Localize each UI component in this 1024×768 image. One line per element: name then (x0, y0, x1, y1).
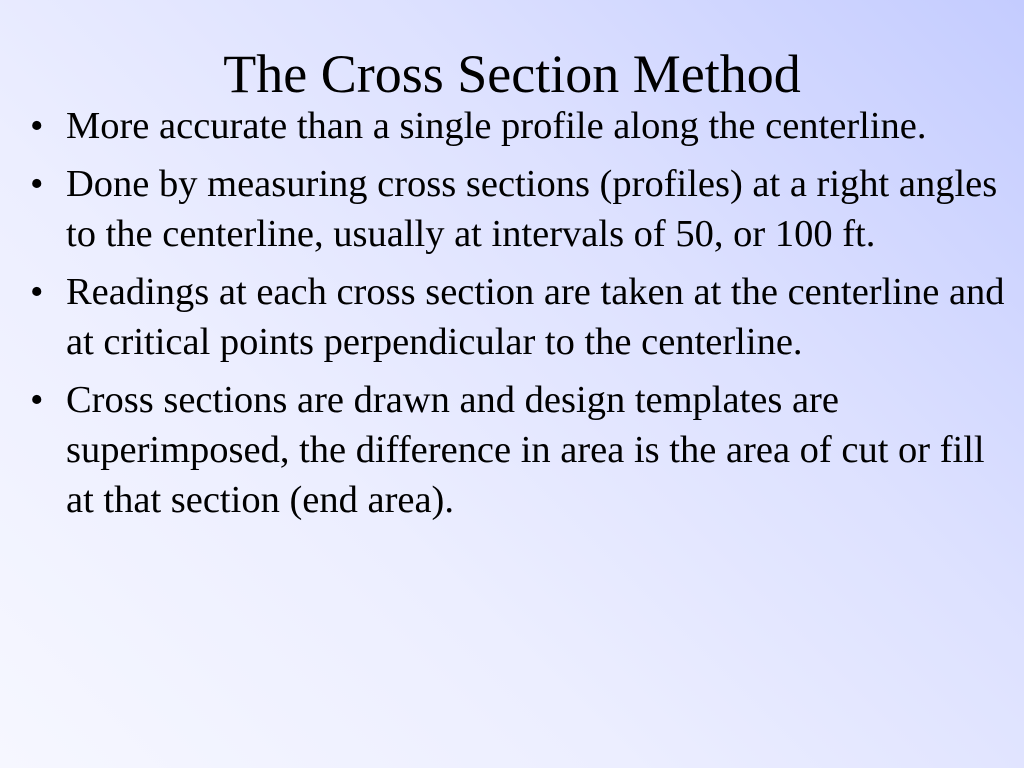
bullet-list (30, 101, 1010, 533)
bullet-text: More accurate than a single profile along the centerline. (66, 105, 927, 147)
bullet-text: Readings at each cross section are taken at the centerline and at critical points perpendicular to the centerline. (66, 271, 1005, 363)
bullet-item (30, 375, 1010, 525)
bullet-dot-icon: • (30, 163, 44, 205)
bullet-item (30, 267, 1010, 367)
bullet-dot-icon: • (30, 105, 44, 147)
slide-title: The Cross Section Method (223, 44, 801, 104)
bullet-dot-icon: • (30, 379, 44, 421)
bullet-text: Done by measuring cross sections (profiles) at a right angles to the centerline, usually at intervals of 50, or 100 ft. (66, 163, 998, 255)
bullet-item (30, 101, 1010, 151)
bullet-dot-icon: • (30, 271, 44, 313)
bullet-text: Cross sections are drawn and design templates are superimposed, the difference in area is the area of cut or fill at that section (end area). (66, 379, 985, 521)
bullet-item (30, 159, 1010, 259)
